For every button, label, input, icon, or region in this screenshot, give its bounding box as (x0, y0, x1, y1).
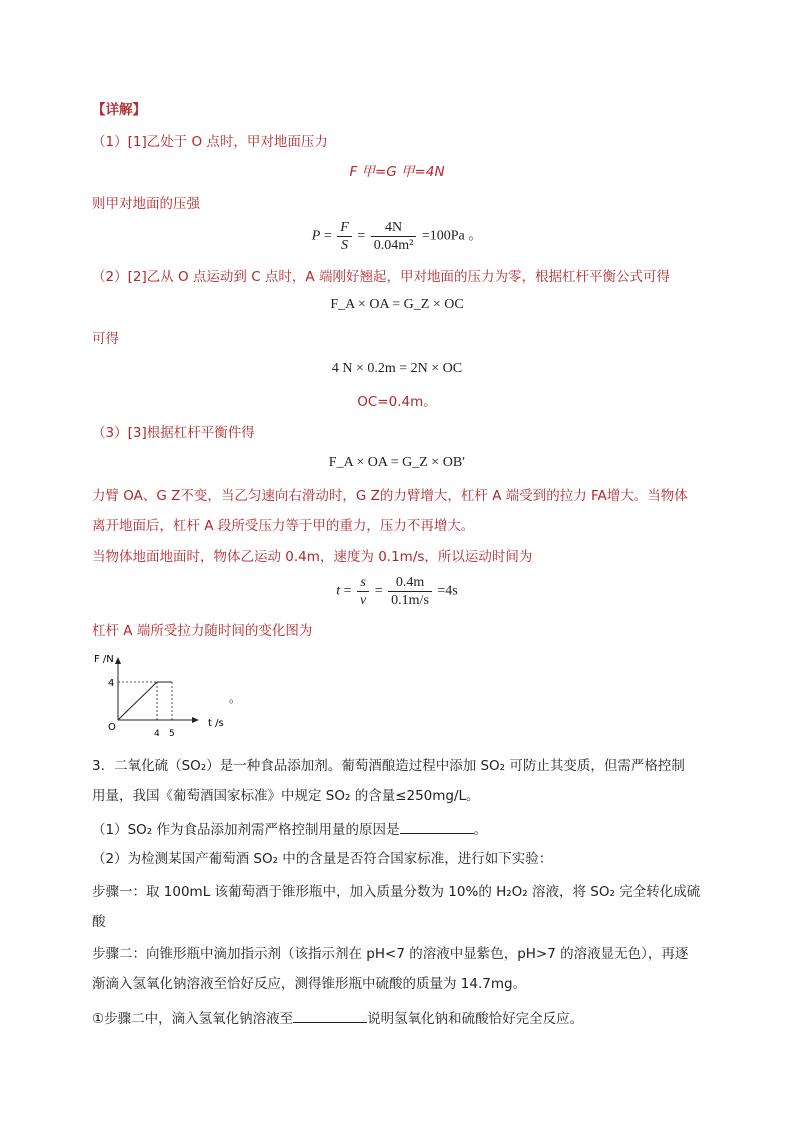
step-2-line-2: 渐滴入氢氧化钠溶液至恰好反应，测得锥形瓶中硫酸的质量为 14.7mg。 (92, 976, 527, 992)
part-3-explain-2: 离开地面后，杠杆 A 段所受压力等于甲的重力，压力不再增大。 (92, 518, 475, 534)
step-1-line-2: 酸 (92, 914, 106, 930)
step-1-line-1: 步骤一：取 100mL 该葡萄酒于锥形瓶中，加入质量分数为 10%的 H₂O₂ 溶液，将 SO₂ 完全转化成硫 (92, 884, 701, 900)
q3-sub1-prefix: （1）SO₂ 作为食品添加剂需严格控制用量的原因是 (92, 822, 400, 838)
equation-oc-result: OC=0.4m。 (357, 394, 437, 410)
eq7-fraction-2: $\frac{0.4m}{0.1m/s}$ (388, 574, 432, 609)
part-2-subtext: 可得 (92, 331, 119, 347)
equation-lever-3: F_A × OA = G_Z × OB′ (328, 455, 466, 470)
eq7-fraction-1: $\frac{s}{v}$ (357, 574, 369, 609)
part-2-prefix: （2） (92, 269, 128, 285)
x-axis-arrow (192, 717, 199, 723)
question-3-line-2: 用量，我国《葡萄酒国家标准》中规定 SO₂ 的含量≤250mg/L。 (92, 788, 480, 804)
equation-lever-2: 4 N × 0.2m = 2N × OC (331, 361, 463, 376)
part-1-subtext: 则甲对地面的压强 (92, 196, 200, 212)
eq7-rhs: =4s (437, 583, 458, 599)
equation-lever-1: F_A × OA = G_Z × OC (330, 297, 464, 312)
part-3-graph-caption: 杠杆 A 端所受拉力随时间的变化图为 (92, 623, 313, 639)
y-tick-label: 4 (108, 678, 115, 689)
circle-1-prefix: ①步骤二中，滴入氢氧化钠溶液至 (92, 1011, 294, 1027)
force-time-graph (88, 650, 248, 742)
answer-blank-2[interactable] (293, 1008, 367, 1023)
equation-pressure-force: F 甲=G 甲=4N (349, 164, 445, 180)
question-3-line-1: 3．二氧化硫（SO₂）是一种食品添加剂。葡萄酒酿造过程中添加 SO₂ 可防止其变质，但需严格控制 (92, 758, 685, 774)
question-3-circle-1 (92, 1008, 583, 1028)
q3-sub1-suffix: 。 (473, 822, 487, 838)
part-3-prefix: （3） (92, 425, 128, 441)
equation-pressure: P = $\frac{F}{S}$ = $\frac{4N}{\text{0.04m²}}$ =100Pa 。 (311, 220, 483, 253)
part-3-text: [3]根据杠杆平衡件得 (127, 425, 255, 441)
graph-rise-line (118, 682, 157, 720)
x-tick-label-4: 4 (154, 729, 160, 739)
equation-time: t = $\frac{s}{v}$ = $\frac{0.4m}{0.1m/s}$ =4s (336, 575, 458, 608)
y-axis-arrow (115, 657, 121, 664)
detail-header: 【详解】 (92, 102, 146, 118)
origin-label: O (108, 722, 116, 733)
eq2-lhs: P (311, 228, 321, 244)
part-3-time-text: 当物体地面地面时，物体乙运动 0.4m，速度为 0.1m/s，所以运动时间为 (92, 549, 533, 565)
x-tick-label-5: 5 (169, 729, 175, 739)
graph-end-mark: 。 (229, 691, 242, 705)
x-axis-label: t /s (208, 718, 224, 729)
eq2-fraction-2: $\frac{4N}{\text{0.04m²}}$ (371, 219, 417, 254)
step-2-line-1: 步骤二：向锥形瓶中滴加指示剂（该指示剂在 pH<7 的溶液中显紫色，pH>7 的溶液显无色），再逐 (92, 946, 689, 962)
answer-blank-1[interactable] (400, 819, 474, 834)
part-1-prefix: （1） (92, 134, 128, 150)
eq7-lhs: t (336, 583, 341, 599)
part-1-text: [1]乙处于 O 点时，甲对地面压力 (127, 134, 328, 150)
part-3-line (92, 424, 255, 442)
part-1-line (92, 133, 328, 151)
y-axis-label: F /N (94, 654, 114, 665)
eq2-rhs: =100Pa 。 (421, 228, 483, 244)
part-3-explain-1: 力臂 OA、G Z不变，当乙匀速向右滑动时，G Z的力臂增大，杠杆 A 端受到的拉力 FA增大。当物体 (92, 488, 688, 504)
part-2-line (92, 268, 670, 286)
eq2-fraction-1: $\frac{F}{S}$ (337, 219, 352, 254)
question-3-sub-1 (92, 819, 487, 839)
circle-1-suffix: 说明氢氧化钠和硫酸恰好完全反应。 (367, 1011, 584, 1027)
part-2-text: [2]乙从 O 点运动到 C 点时，A 端刚好翘起，甲对地面的压力为零，根据杠杆平衡公式可得 (127, 269, 670, 285)
question-3-sub-2: （2）为检测某国产葡萄酒 SO₂ 中的含量是否符合国家标准，进行如下实验： (92, 851, 553, 867)
